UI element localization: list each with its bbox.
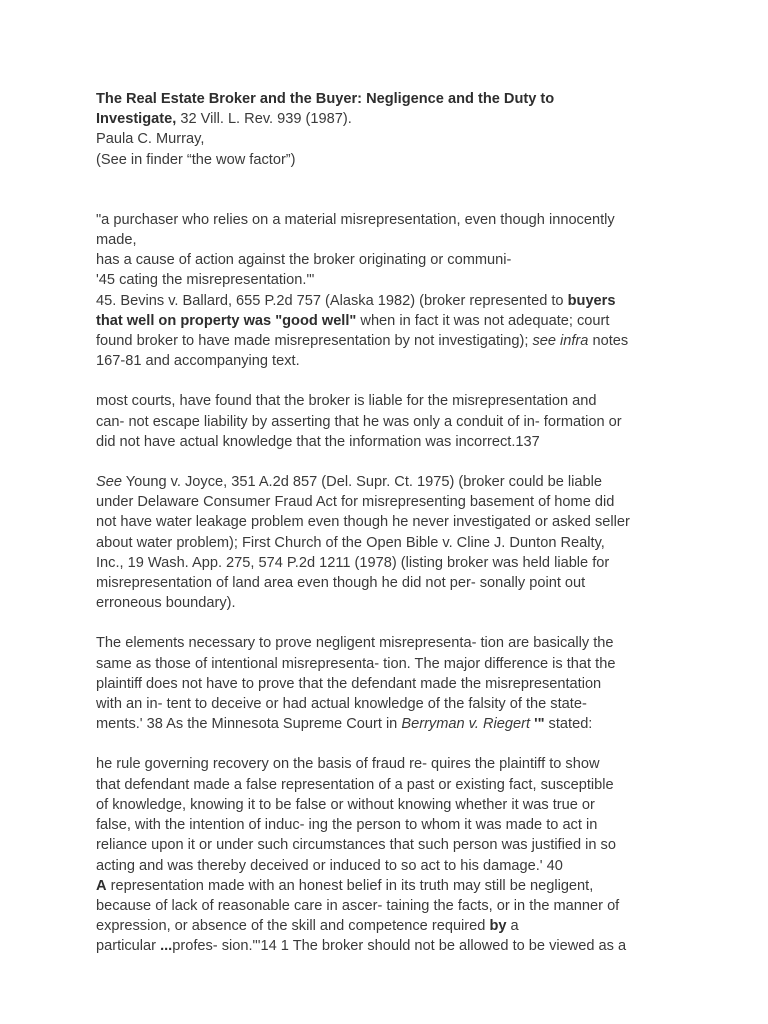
paragraph-line: he rule governing recovery on the basis of fraud re- quires the plaintiff to show — [96, 756, 600, 773]
paragraph-line: misrepresentation of land area even though he did not per- sonally point out — [96, 575, 586, 592]
article-citation: 32 Vill. L. Rev. 939 (1987). — [176, 111, 352, 128]
bold-word: by — [489, 918, 507, 935]
paragraph-line: did not have actual knowledge that the information was incorrect.137 — [96, 433, 540, 450]
paragraph-text: Young v. Joyce, 351 A.2d 857 (Del. Supr. Ct. 1975) (broker could be liable — [121, 474, 602, 491]
footnote-text: 45. Bevins v. Ballard, 655 P.2d 757 (Alaska 1982) (broker represented to — [96, 292, 568, 309]
footnote-45-line — [96, 331, 696, 351]
paragraph-text: stated: — [544, 716, 593, 733]
paragraph-text: representation made with an honest belief in its truth may still be negligent, — [106, 877, 594, 894]
document-body — [96, 89, 696, 957]
paragraph-line: with an in- tent to deceive or had actual knowledge of the falsity of the state- — [96, 696, 587, 713]
paragraph-line: erroneous boundary). — [96, 595, 236, 612]
quote-line: made, — [96, 232, 137, 249]
paragraph-line — [96, 876, 696, 896]
quote-line: "a purchaser who relies on a material misrepresentation, even though innocently — [96, 211, 615, 228]
finder-note: (See in finder “the wow factor”) — [96, 151, 296, 168]
quote-line: has a cause of action against the broker originating or communi- — [96, 252, 512, 269]
case-name: Berryman v. Riegert — [401, 716, 531, 733]
paragraph-line: not have water leakage problem even though he never investigated or asked seller — [96, 514, 630, 531]
paragraph-line — [96, 916, 696, 936]
paragraph-line — [96, 714, 696, 734]
quote-paragraph — [96, 210, 696, 372]
paragraph-line — [96, 472, 696, 492]
bold-word: A — [96, 877, 107, 894]
paragraph-text: particular — [96, 938, 161, 955]
paragraph-line: Inc., 19 Wash. App. 275, 574 P.2d 1211 (1978) (listing broker was held liable for — [96, 554, 610, 571]
article-title-cont: Investigate, — [96, 111, 177, 128]
footnote-45-line — [96, 291, 696, 311]
footnote-text: when in fact it was not adequate; court — [356, 312, 610, 329]
paragraph-text: expression, or absence of the skill and competence required — [96, 918, 490, 935]
see-young-paragraph — [96, 472, 696, 613]
elements-paragraph — [96, 633, 696, 734]
paragraph-line: false, with the intention of induc- ing the person to whom it was made to act in — [96, 817, 598, 834]
paragraph-line: of knowledge, knowing it to be false or without knowing whether it was true or — [96, 796, 595, 813]
article-title: The Real Estate Broker and the Buyer: Negligence and the Duty to — [96, 91, 555, 107]
paragraph-line: plaintiff does not have to prove that the defendant made the misrepresentation — [96, 675, 602, 692]
paragraph-text: ments.' 38 As the Minnesota Supreme Court in — [96, 716, 402, 733]
footnote-bold: buyers — [567, 292, 616, 309]
rule-paragraph — [96, 754, 696, 956]
footnote-italic: see infra — [532, 333, 589, 350]
footnote-45-line — [96, 311, 696, 331]
paragraph-text: a — [506, 918, 519, 935]
paragraph-line: under Delaware Consumer Fraud Act for misrepresenting basement of home did — [96, 494, 615, 511]
paragraph-line: that defendant made a false representation of a past or existing fact, susceptible — [96, 776, 614, 793]
bold-ellipsis: ... — [160, 938, 173, 955]
title-line-2 — [96, 109, 696, 129]
paragraph-text: profes- sion."'14 1 The broker should not be allowed to be viewed as a — [172, 938, 627, 955]
paragraph-line — [96, 936, 696, 956]
article-author: Paula C. Murray, — [96, 131, 205, 148]
article-header — [96, 89, 696, 170]
quote-line: '45 cating the misrepresentation."' — [96, 272, 315, 289]
footnote-text: found broker to have made misrepresentation by not investigating); — [96, 333, 533, 350]
paragraph-line: about water problem); First Church of the Open Bible v. Cline J. Dunton Realty, — [96, 534, 605, 551]
paragraph-line: same as those of intentional misrepresenta- tion. The major difference is that the — [96, 655, 616, 672]
paragraph-line: because of lack of reasonable care in ascer- taining the facts, or in the manner of — [96, 897, 620, 914]
footnote-bold: that well on property was "good well" — [96, 312, 357, 329]
paragraph-line: The elements necessary to prove negligent misrepresenta- tion are basically the — [96, 635, 614, 652]
quote-mark: '" — [530, 716, 545, 733]
paragraph-line: reliance upon it or under such circumstances that such person was justified in so — [96, 837, 616, 854]
paragraph-line: can- not escape liability by asserting that he was only a conduit of in- formation or — [96, 413, 622, 430]
signal-see: See — [96, 474, 122, 491]
title-line-1 — [96, 89, 696, 109]
courts-paragraph — [96, 391, 696, 452]
paragraph-line: acting and was thereby deceived or induced to so act to his damage.' 40 — [96, 857, 563, 874]
paragraph-line: most courts, have found that the broker is liable for the misrepresentation and — [96, 393, 597, 410]
footnote-45-line: 167-81 and accompanying text. — [96, 353, 300, 370]
footnote-text: notes — [588, 333, 629, 350]
